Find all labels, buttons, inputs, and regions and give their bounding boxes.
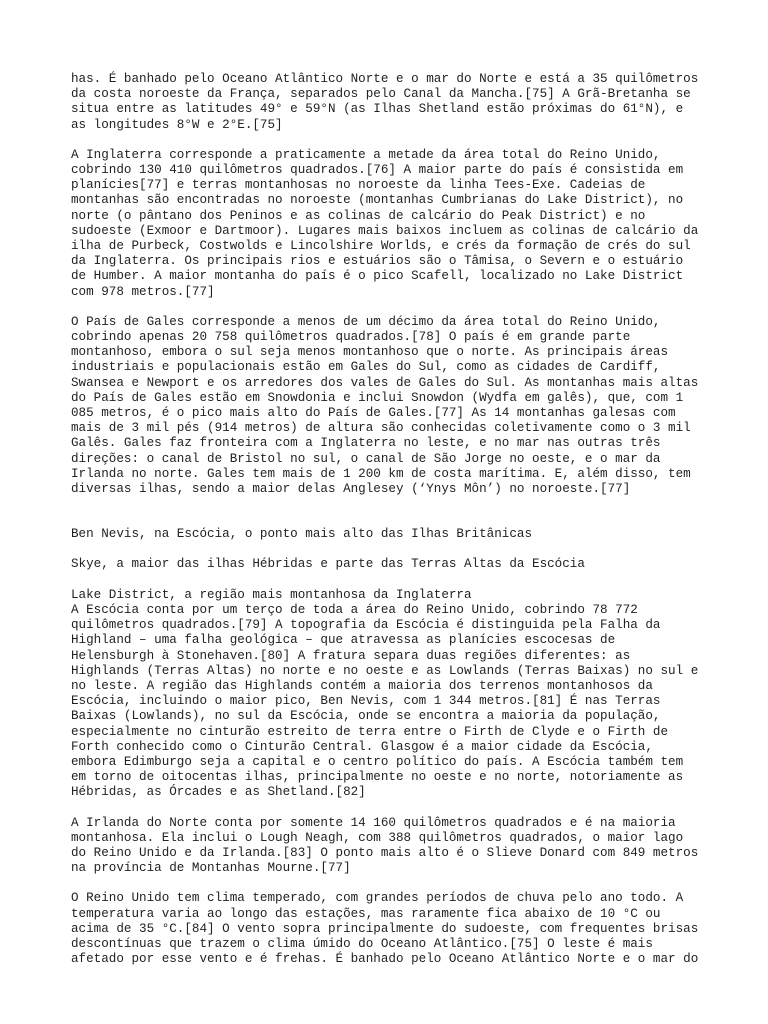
paragraph-scotland: A Escócia conta por um terço de toda a área do Reino Unido, cobrindo 78 772 quilômetros quadrados.[79] A topografia da Escócia é distinguida pela Falha da Highland – uma falha geológica – que atravessa as planícies escocesas de Helensburgh à Stonehaven.[80] A fratura separa duas regiões diferentes: as Highlands (Terras Altas) no norte e no oeste e as Lowlands (Terras Baixas) no sul e no leste. A região das Highlands contém a maioria dos terrenos montanhosos da Escócia, incluindo o maior pico, Ben Nevis, com 1 344 metros.[81] É nas Terras Baixas (Lowlands), no sul da Escócia, onde se encontra a maioria da população, especialmente no cinturão estreito de terra entre o Firth de Clyde e o Firth de Forth conhecido como o Cinturão Central. Glasgow é a maior cidade da Escócia, embora Edimburgo seja a capital e o centro político do país. A Escócia também tem em torno de oitocentas ilhas, principalmente no oeste e no norte, notoriamente as Hébridas, as Órcades e as Shetland.[82] [71,602,699,800]
caption-ben-nevis: Ben Nevis, na Escócia, o ponto mais alto das Ilhas Britânicas [71,527,533,542]
paragraph-spacer [71,133,701,148]
paragraph-spacer [71,573,701,588]
paragraph-spacer [71,801,701,816]
paragraph-climate: O Reino Unido tem clima temperado, com grandes períodos de chuva pelo ano todo. A temperatura varia ao longo das estações, mas raramente fica abaixo de 10 °C ou acima de 35 °C.[84] O vento sopra principalmente do sudoeste, com frequentes brisas descontínuas que trazem o clima úmido do Oceano Atlântico.[75] O leste é mais afetado por esse vento e é frehas. É banhado pelo Oceano Atlântico Norte e o mar do [71,891,699,967]
paragraph-spacer [71,300,701,315]
caption-lake-district: Lake District, a região mais montanhosa da Inglaterra [71,587,472,602]
paragraph-spacer [71,542,701,557]
paragraph-spacer [71,876,701,891]
document-page [71,72,701,967]
caption-skye: Skye, a maior das ilhas Hébridas e parte das Terras Altas da Escócia [71,557,585,572]
paragraph-england: A Inglaterra corresponde a praticamente a metade da área total do Reino Unido, cobrindo 130 410 quilômetros quadrados.[76] A maior parte do país é consistida em planícies[77] e terras montanhosas no noroeste da linha Tees-Exe. Cadeias de montanhas são encontradas no noroeste (montanhas Cumbrianas do Lake District), no norte (o pântano dos Peninos e as colinas de calcário do Peak District) e no sudoeste (Exmoor e Dartmoor). Lugares mais baixos incluem as colinas de calcário da ilha de Purbeck, Costwolds e Lincolshire Worlds, e crés da formação de crés do sul da Inglaterra. Os principais rios e estuários são o Tâmisa, o Severn e o estuário de Humber. A maior montanha do país é o pico Scafell, localizado no Lake District com 978 metros.[77] [71,147,699,299]
paragraph-northern-ireland: A Irlanda do Norte conta por somente 14 160 quilômetros quadrados e é na maioria montanhosa. Ela inclui o Lough Neagh, com 388 quilômetros quadrados, o maior lago do Reino Unido e da Irlanda.[83] O ponto mais alto é o Slieve Donard com 849 metros na província de Montanhas Mourne.[77] [71,815,699,876]
paragraph-spacer [71,497,701,527]
paragraph-wales: O País de Gales corresponde a menos de um décimo da área total do Reino Unido, cobrindo apenas 20 758 quilômetros quadrados.[78] O país é em grande parte montanhoso, embora o sul seja menos montanhoso que o norte. As principais áreas industriais e populacionais estão em Gales do Sul, como as cidades de Cardiff, Swansea e Newport e os arredores dos vales de Gales do Sul. As montanhas mais altas do País de Gales estão em Snowdonia e inclui Snowdon (Wydfa em galês), que, com 1 085 metros, é o pico mais alto do País de Gales.[77] As 14 montanhas galesas com mais de 3 mil pés (914 metros) de altura são conhecidas coletivamente como o 3 mil Galês. Gales faz fronteira com a Inglaterra no leste, e no mar nas outras três direções: o canal de Bristol no sul, o canal de São Jorge no oeste, e o mar da Irlanda no norte. Gales tem mais de 1 200 km de costa marítima. E, além disso, tem diversas ilhas, sendo a maior delas Anglesey (‘Ynys Môn’) no noroeste.[77] [71,314,699,497]
paragraph-geography-intro: has. É banhado pelo Oceano Atlântico Norte e o mar do Norte e está a 35 quilômetros da costa noroeste da França, separados pelo Canal da Mancha.[75] A Grã-Bretanha se situa entre as latitudes 49° e 59°N (as Ilhas Shetland estão próximas do 61°N), e as longitudes 8°W e 2°E.[75] [71,72,699,132]
